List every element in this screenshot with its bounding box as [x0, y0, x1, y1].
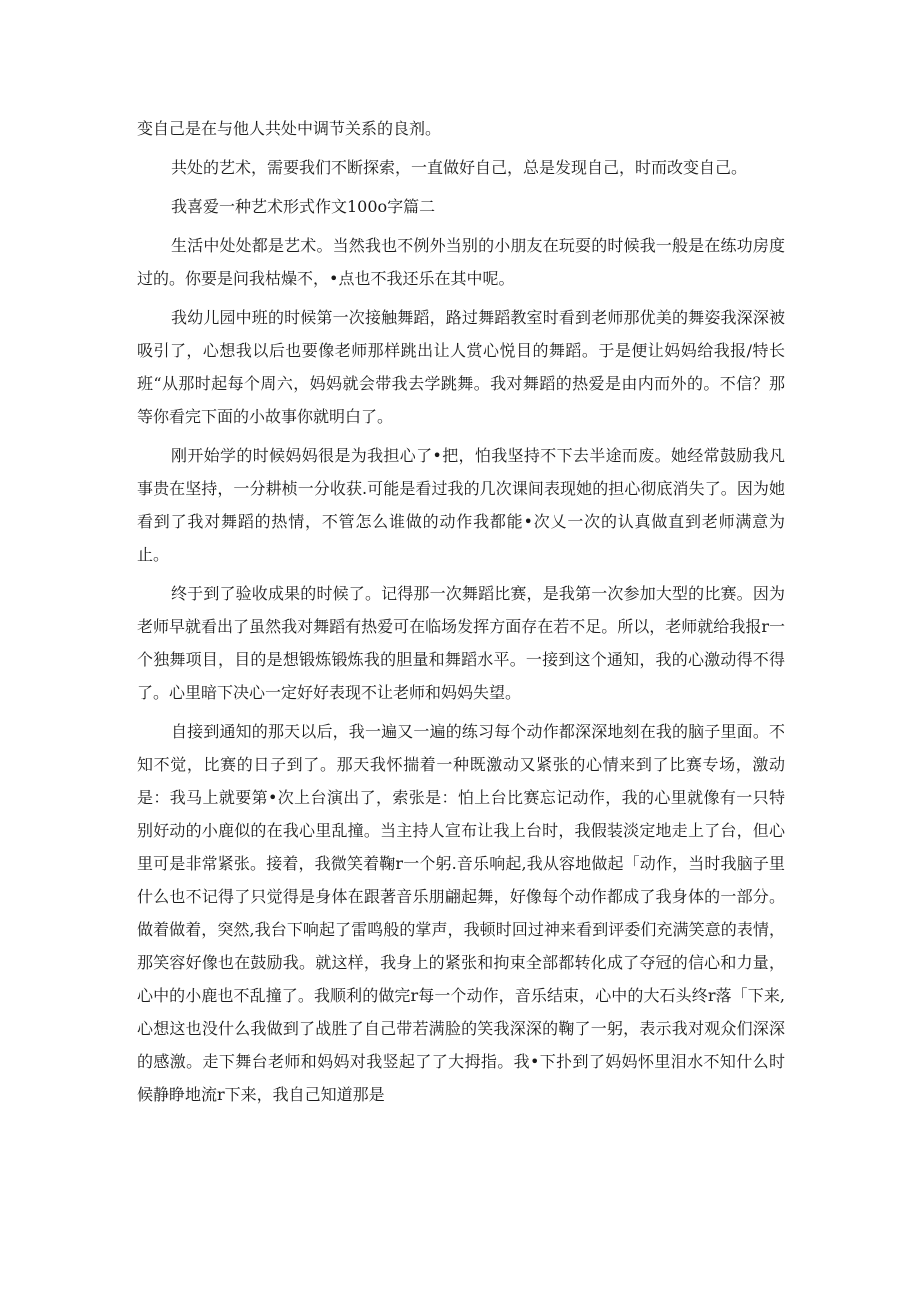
document-body — [137, 112, 785, 1117]
paragraph-conclusion: 共处的艺术，需要我们不断探索，一直做好自己，总是发现自己，时而改变自己。 — [171, 158, 748, 177]
paragraph: 我幼儿园中班的时候第一次接触舞蹈，路过舞蹈教室时看到老师那优美的舞姿我深深被吸引了，心想我以后也要像老师那样跳出让人赏心悦目的舞蹈。于是便让妈妈给我报/特长班“从那时起每个周六，妈妈就会带我去学跳舞。我对舞蹈的热爱是由内而外的。不信？那等你看完下面的小故事你就明白了。 — [137, 308, 785, 426]
paragraph-continuation: 变自己是在与他人共处中调节关系的良剂。 — [137, 119, 442, 138]
paragraph: 自接到通知的那天以后，我一遍又一遍的练习每个动作都深深地刻在我的脑子里面。不知不觉，比赛的日子到了。那天我怀揣着一种既激动又紧张的心情来到了比赛专场，激动是：我马上就要第•次上台演出了，索张是：怕上台比赛忘记动作，我的心里就像有一只特别好动的小鹿似的在我心里乱撞。当主持人宣布让我上台时，我假装淡定地走上了台，但心里可是非常紧张。接着，我微笑着鞠r一个躬.音乐响起,我从容地做起「动作，当时我脑子里什么也不记得了只觉得是身体在跟著音乐朋翩起舞，好像每个动作都成了我身体的一部分。做着做着，突然,我台下响起了雷鸣般的掌声，我顿时回过神来看到评委们充满笑意的表情，那笑容好像也在鼓励我。就这样，我身上的紧张和拘束全部都转化成了夺冠的信心和力量，心中的小鹿也不乱撞了。我顺利的做完r每一个动作，音乐结束，心中的大石头终r落「下来,心想这也没什么我做到了战胜了自己带若满脸的笑我深深的鞠了一躬，表示我对观众们深深的感激。走下舞台老师和妈妈对我竖起了了大拇指。我•下扑到了妈妈怀里泪水不知什么时候静睁地流r下来，我自己知道那是 — [137, 722, 785, 1104]
paragraph: 终于到了验收成果的时候了。记得那一次舞蹈比赛，是我第一次参加大型的比赛。因为老师早就看出了虽然我对舞蹈有热爱可在临场发挥方面存在若不足。所以，老师就给我报r一个独舞项目，目的是想锻炼锻炼我的胆量和舞蹈水平。一接到这个通知，我的心激动得不得了。心里暗下决心一定好好表现不让老师和妈妈失望。 — [137, 584, 785, 702]
paragraph: 刚开始学的时候妈妈很是为我担心了•把，怕我坚持不下去半途而废。她经常鼓励我凡事贵在坚持，一分耕桢一分收获.可能是看过我的几次课间表现她的担心彻底消失了。因为她看到了我对舞蹈的热情，不管怎么谁做的动作我都能•次乂一次的认真做直到老师满意为止。 — [137, 446, 785, 564]
paragraph: 生活中处处都是艺术。当然我也不例外当别的小朋友在玩耍的时候我一般是在练功房度过的。你要是问我枯燥不，•点也不我还乐在其中呢。 — [137, 236, 785, 288]
section-heading: 我喜爱一种艺术形式作文100o字篇二 — [171, 197, 436, 216]
